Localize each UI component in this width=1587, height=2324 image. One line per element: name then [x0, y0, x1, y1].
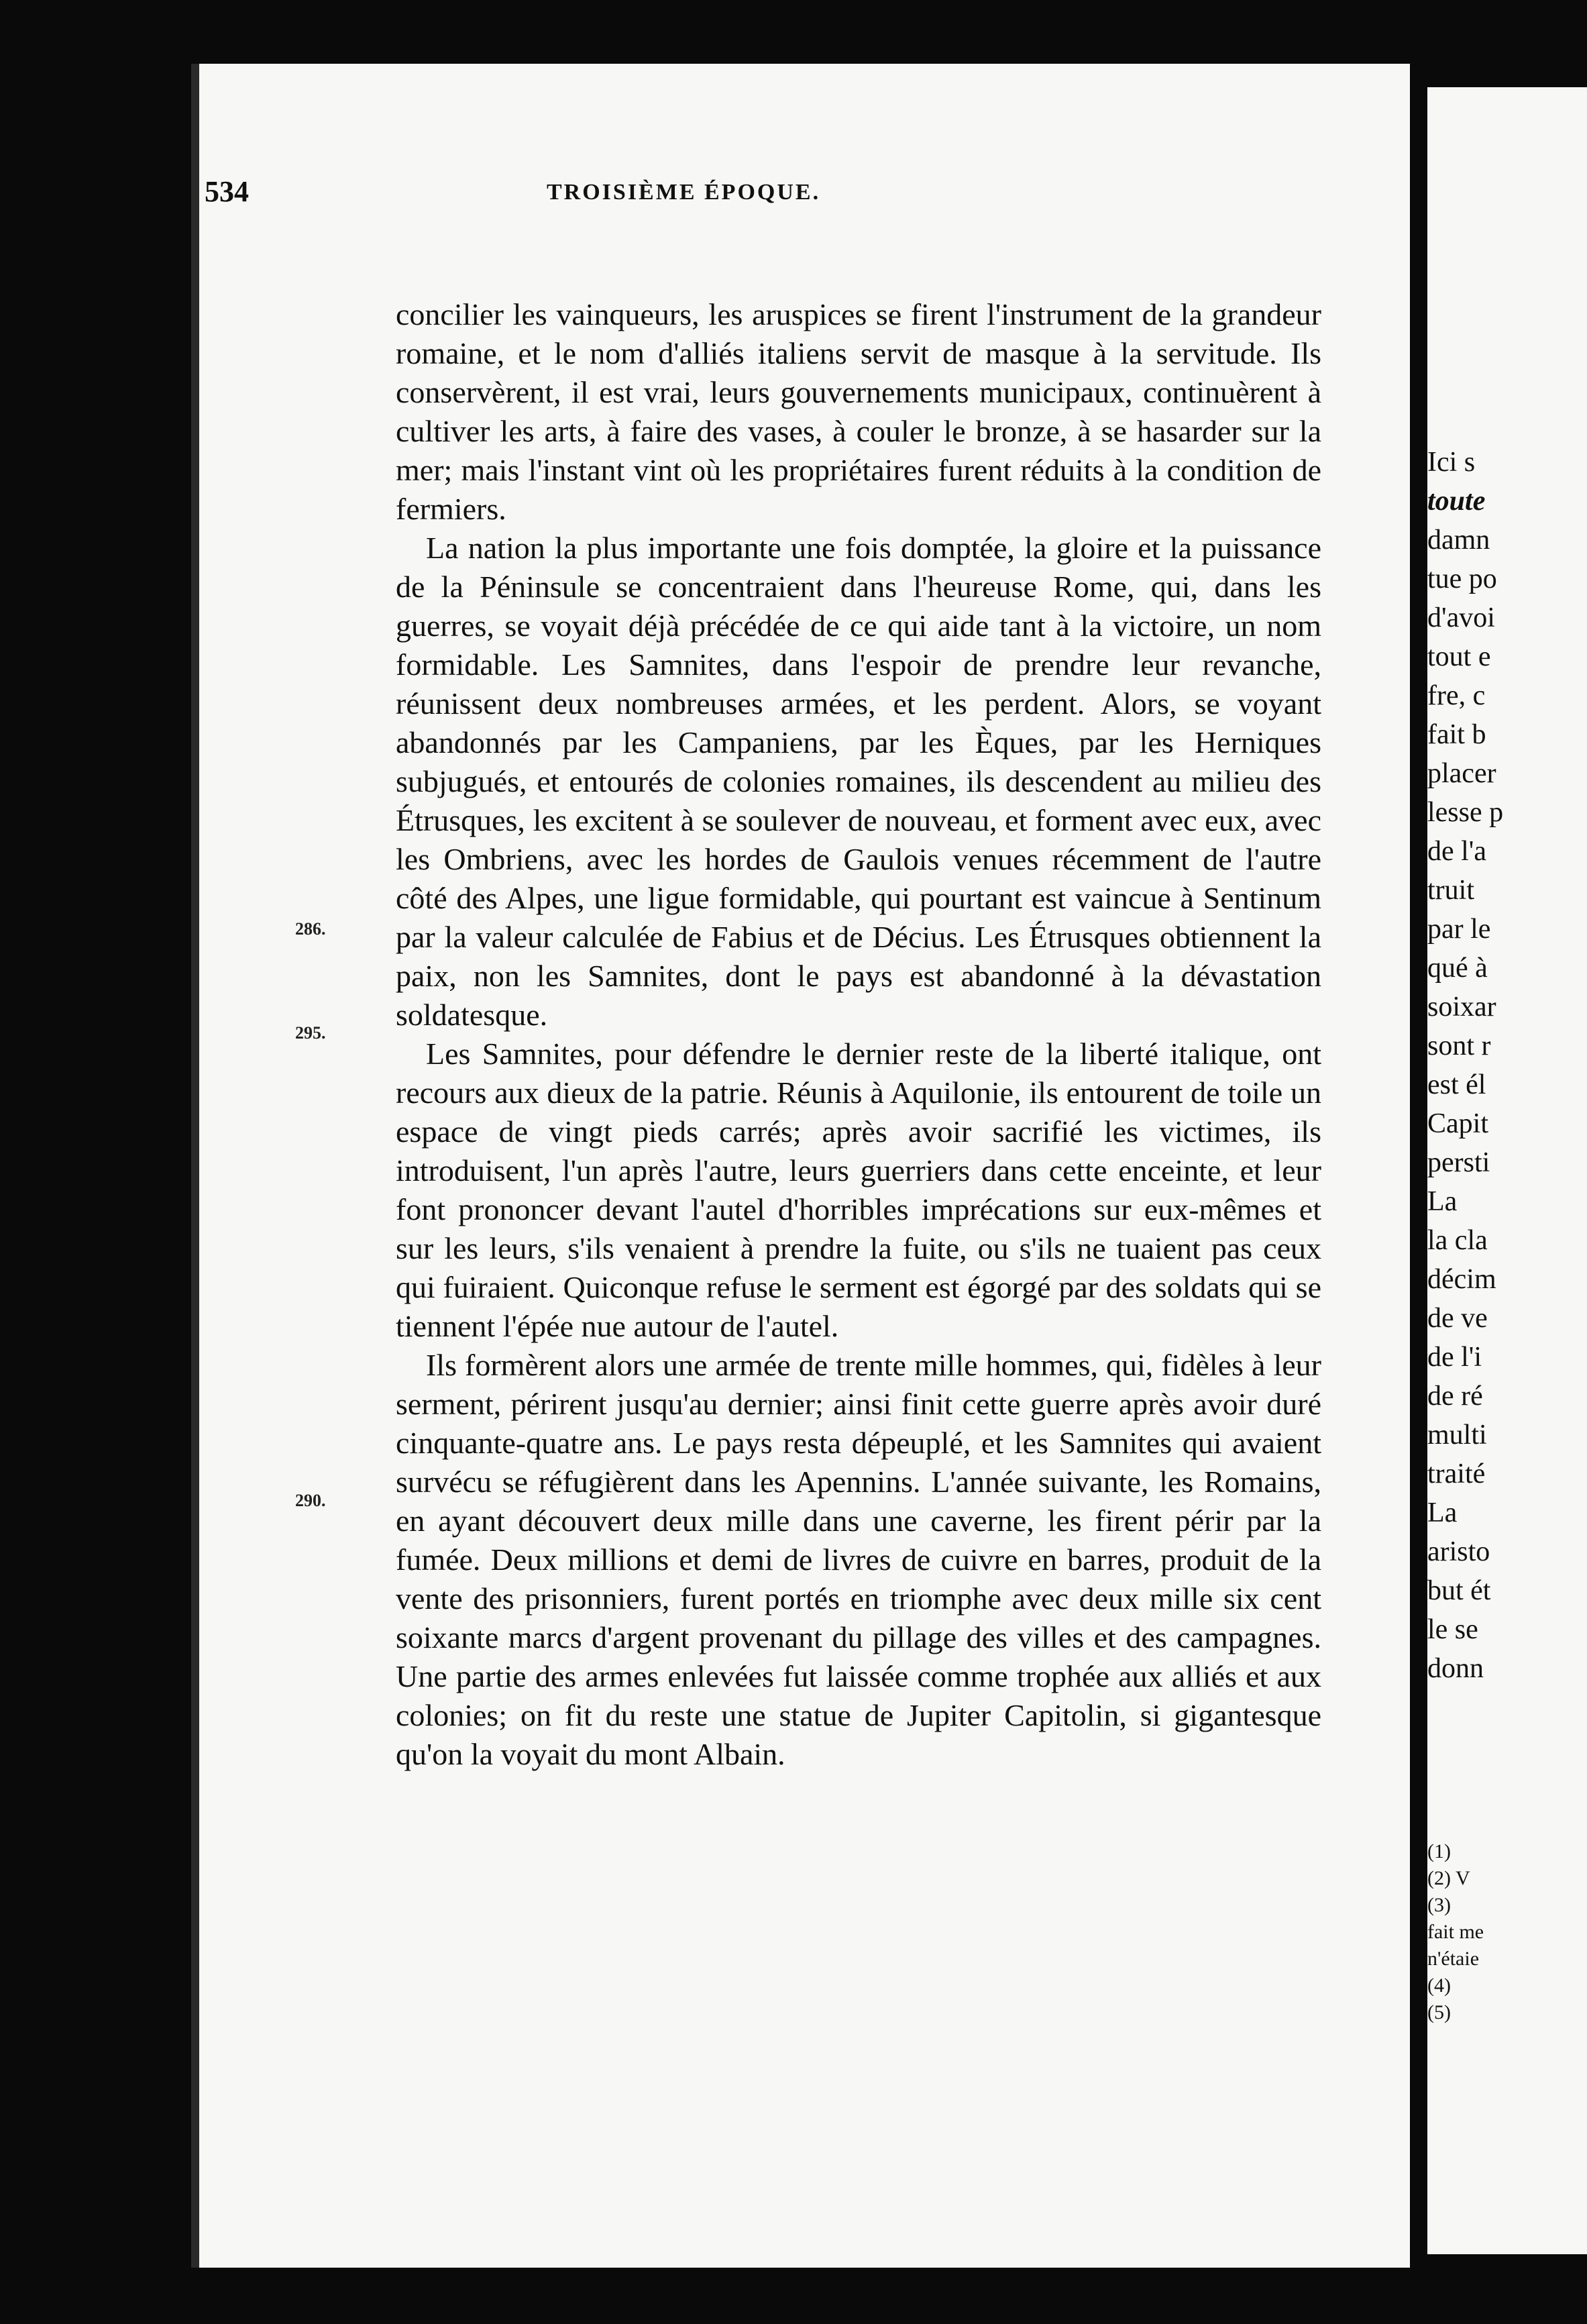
right-line: damn [1427, 525, 1490, 556]
right-line: sont r [1427, 1031, 1491, 1061]
right-footnote: fait me [1427, 1921, 1484, 1943]
right-line: de ve [1427, 1303, 1488, 1334]
paragraph: Les Samnites, pour défendre le dernier reste de la liberté italique, ont recours aux dieux de la patrie. Réunis à Aquilonie, ils entourent de toile un espace de vingt pieds carrés; après avoir sacrifié les victimes, ils introduisent, l'un après l'autre, leurs guerriers dans cette enceinte, et leur font prononcer devant l'autel d'horribles imprécations sur eux-mêmes et sur les leurs, s'ils venaient à prendre la fuite, ou s'ils ne tuaient pas ceux qui fuiraient. Quiconque refuse le serment est égorgé par des soldats qui se tiennent l'épée nue autour de l'autel. [396, 1037, 1321, 1343]
right-footnote: (1) [1427, 1840, 1451, 1862]
right-line: Ici s [1427, 447, 1476, 478]
right-line: toute [1427, 486, 1486, 517]
right-line: fre, c [1427, 680, 1486, 711]
right-line: de l'i [1427, 1342, 1482, 1373]
right-line: lesse p [1427, 797, 1504, 828]
right-line: truit [1427, 875, 1474, 906]
right-line: tout e [1427, 641, 1491, 672]
right-line: traité [1427, 1459, 1486, 1489]
right-line: donn [1427, 1653, 1484, 1684]
margin-date-note: 290. [295, 1491, 326, 1510]
right-line: qué à [1427, 953, 1488, 984]
right-line: tue po [1427, 564, 1497, 594]
right-line: décim [1427, 1264, 1496, 1295]
right-page-footnotes [1427, 1838, 1587, 2026]
right-line: de l'a [1427, 836, 1487, 867]
running-title: TROISIÈME ÉPOQUE. [547, 180, 821, 205]
right-line: d'avoi [1427, 602, 1495, 633]
paragraph: concilier les vainqueurs, les aruspices se firent l'instrument de la grandeur romaine, et le nom d'alliés italiens servit de masque à la servitude. Ils conservèrent, il est vrai, leurs gouvernements municipaux, continuèrent à cultiver les arts, à faire des vases, à couler le bronze, à se hasarder sur la mer; mais l'instant vint où les propriétaires furent réduits à la condition de fermiers. [396, 297, 1321, 526]
right-footnote: (2) V [1427, 1867, 1470, 1889]
paragraph: La nation la plus importante une fois domptée, la gloire et la puissance de la Péninsule se concentraient dans l'heureuse Rome, qui, dans les guerres, se voyait déjà précédée de ce qui aide tant à la victoire, un nom formidable. Les Samnites, dans l'espoir de prendre leur revanche, réunissent deux nombreuses armées, et les perdent. Alors, se voyant abandonnés par les Campaniens, par les Èques, par les Herniques subjugués, et entourés de colonies romaines, ils descendent au milieu des Étrusques, les excitent à se soulever de nouveau, et forment avec eux, avec les Ombriens, avec les hordes de Gaulois venues récemment de l'autre côté des Alpes, une ligue formidable, qui pourtant est vaincue à Sentinum par la valeur calculée de Fabius et de Décius. Les Étrusques obtiennent la paix, non les Samnites, dont le pays est abandonné à la dévastation soldatesque. [396, 531, 1321, 1032]
right-line: Capit [1427, 1108, 1488, 1139]
right-line: but ét [1427, 1575, 1491, 1606]
right-footnote: (3) [1427, 1894, 1451, 1916]
right-line: La [1427, 1186, 1458, 1217]
right-line: est él [1427, 1069, 1486, 1100]
margin-date-note: 295. [295, 1023, 326, 1043]
right-footnote: (5) [1427, 2001, 1451, 2023]
right-footnote: n'étaie [1427, 1948, 1480, 1970]
right-line: par le [1427, 914, 1491, 945]
right-line: de ré [1427, 1381, 1483, 1412]
body-text [396, 295, 1321, 1774]
right-line: multi [1427, 1420, 1487, 1450]
right-line: le se [1427, 1614, 1478, 1645]
right-page [1427, 87, 1587, 2254]
right-line: la cla [1427, 1225, 1488, 1256]
right-footnote: (4) [1427, 1974, 1451, 1997]
right-line: aristo [1427, 1536, 1490, 1567]
right-page-text [1427, 443, 1587, 1688]
right-line: soixar [1427, 992, 1496, 1022]
right-line: placer [1427, 758, 1496, 789]
page-number: 534 [205, 175, 249, 208]
margin-date-note: 286. [295, 919, 326, 939]
right-line: La [1427, 1497, 1458, 1528]
right-line: persti [1427, 1147, 1490, 1178]
right-line: fait b [1427, 719, 1486, 750]
paragraph: Ils formèrent alors une armée de trente mille hommes, qui, fidèles à leur serment, périrent jusqu'au dernier; ainsi finit cette guerre après avoir duré cinquante-quatre ans. Le pays resta dépeuplé, et les Samnites qui avaient survécu se réfugièrent dans les Apennins. L'année suivante, les Romains, en ayant découvert deux mille dans une caverne, les firent périr par la fumée. Deux millions et demi de livres de cuivre en barres, produit de la vente des prisonniers, furent portés en triomphe avec deux mille six cent soixante marcs d'argent provenant du pillage des villes et des campagnes. Une partie des armes enlevées fut laissée comme trophée aux alliés et aux colonies; on fit du reste une statue de Jupiter Capitolin, si gigantesque qu'on la voyait du mont Albain. [396, 1348, 1321, 1771]
